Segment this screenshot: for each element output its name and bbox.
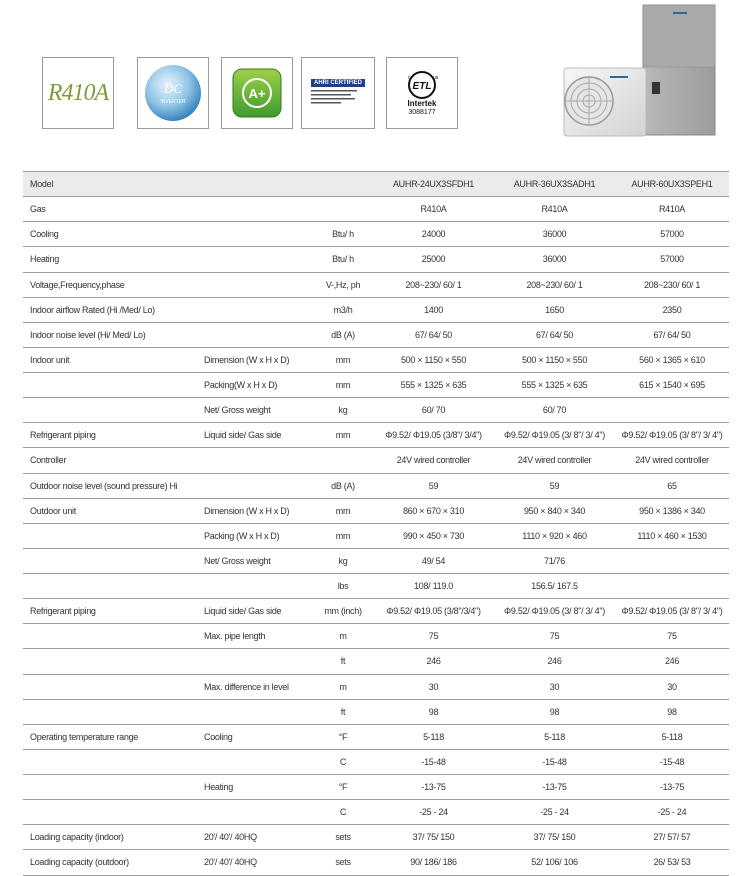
model-3-value: 26/ 53/ 53: [653, 857, 691, 868]
table-row: [23, 347, 729, 372]
model-3-value: 208~230/ 60/ 1: [643, 279, 701, 290]
table-row: [23, 850, 729, 875]
parameter-cell: [23, 800, 197, 825]
model-2-value: 555 × 1325 × 635: [521, 380, 588, 391]
subparameter-cell: [197, 574, 313, 599]
subparameter-cell: Heating: [204, 782, 233, 793]
model-2-value: 246: [547, 656, 562, 667]
parameter-cell: Indoor unit: [30, 354, 70, 365]
model-2-value: 500 × 1150 × 550: [521, 354, 588, 365]
intertek-label: Intertek: [407, 98, 437, 108]
model-1-value: 24000: [421, 229, 446, 240]
subparameter-cell: Packing(W x H x D): [204, 380, 278, 391]
subparameter-cell: [197, 473, 313, 498]
ahri-label: AHRI CERTIFIED: [311, 79, 365, 87]
header-label: Model: [30, 179, 54, 190]
table-row: [23, 674, 729, 699]
parameter-cell: Operating temperature range: [30, 731, 138, 742]
table-row: [23, 624, 729, 649]
subparameter-cell: Net/ Gross weight: [204, 555, 271, 566]
model-1-value: Φ9.52/ Φ19.05 (3/8"/ 3/4"): [385, 430, 482, 441]
model-1-value: Φ9.52/ Φ19.05 (3/8"/3/4"): [386, 606, 481, 617]
model-3-value: R410A: [658, 204, 686, 215]
subparameter-cell: [197, 247, 313, 272]
model-1-value: 98: [428, 706, 439, 717]
model-3-value: Φ9.52/ Φ19.05 (3/ 8"/ 3/ 4"): [621, 606, 723, 617]
parameter-cell: Indoor airflow Rated (Hi /Med/ Lo): [30, 304, 155, 315]
model-1-value: -13-75: [421, 782, 446, 793]
model-1-value: 246: [426, 656, 441, 667]
model-2-value: -15-48: [542, 756, 567, 767]
spec-table-body: [23, 172, 729, 876]
model-2-value: 37/ 75/ 150: [533, 832, 576, 843]
model-1-value: 500 × 1150 × 550: [400, 354, 467, 365]
parameter-cell: [23, 574, 197, 599]
subparameter-cell: [197, 222, 313, 247]
model-1-value: 30: [428, 681, 439, 692]
unit-cell: C: [339, 756, 347, 767]
model-3-value: -25 - 24: [657, 807, 687, 818]
table-row: [23, 322, 729, 347]
parameter-cell: [23, 699, 197, 724]
unit-cell: kg: [338, 405, 348, 416]
model-1-value: 25000: [421, 254, 446, 265]
unit-cell: sets: [335, 832, 351, 843]
model-3-value: 30: [667, 681, 677, 692]
table-row: [23, 247, 729, 272]
parameter-cell: Cooling: [30, 229, 59, 240]
table-row: [23, 448, 729, 473]
unit-cell: mm: [335, 354, 351, 365]
table-row: [23, 724, 729, 749]
parameter-cell: [23, 674, 197, 699]
parameter-cell: Controller: [30, 455, 67, 466]
dc-inverter-icon: [142, 62, 204, 124]
model-3-value: 246: [664, 656, 680, 667]
model-2-value: 24V wired controller: [517, 455, 592, 466]
subparameter-cell: Net/ Gross weight: [204, 405, 271, 416]
model-2-value: 156.5/ 167.5: [531, 581, 578, 592]
model-1-value: 5-118: [423, 731, 444, 742]
table-row: [23, 197, 729, 222]
parameter-cell: Loading capacity (outdoor): [30, 857, 129, 868]
model-3-value: -13-75: [659, 782, 685, 793]
model-3-value: -15-48: [659, 756, 685, 767]
model-3-header: AUHR-60UX3SPEH1: [631, 179, 713, 190]
table-row: [23, 775, 729, 800]
unit-cell: mm: [335, 530, 351, 541]
unit-cell: mm (inch): [324, 606, 362, 617]
unit-cell: m: [339, 681, 347, 692]
table-row: [23, 498, 729, 523]
parameter-cell: Outdoor unit: [30, 505, 76, 516]
svg-text:INVERTER: INVERTER: [160, 99, 186, 105]
model-1-value: -15-48: [421, 756, 446, 767]
unit-cell: lbs: [337, 581, 349, 592]
unit-cell: dB (A): [331, 480, 355, 491]
unit-cell: mm: [335, 380, 351, 391]
table-row: [23, 574, 729, 599]
unit-cell: °F: [338, 731, 348, 742]
subparameter-cell: [197, 297, 313, 322]
parameter-cell: Refrigerant piping: [30, 606, 96, 617]
unit-cell: ft: [340, 706, 346, 717]
svg-text:A+: A+: [248, 86, 266, 101]
table-row: [23, 649, 729, 674]
model-2-value: Φ9.52/ Φ19.05 (3/ 8"/ 3/ 4"): [504, 430, 605, 441]
model-1-value: R410A: [420, 204, 447, 215]
table-row: [23, 272, 729, 297]
model-1-value: 24V wired controller: [396, 455, 471, 466]
model-3-value: [615, 548, 729, 573]
ahri-badge: [301, 57, 375, 129]
parameter-cell: Gas: [30, 204, 46, 215]
table-row: [23, 373, 729, 398]
model-2-value: R410A: [541, 204, 568, 215]
etl-badge: [386, 57, 458, 129]
subparameter-cell: [197, 197, 313, 222]
etl-mark-text: ETL: [412, 80, 432, 92]
table-row: [23, 599, 729, 624]
subparameter-cell: [197, 749, 313, 774]
model-1-value: 59: [428, 480, 439, 491]
unit-cell: m3/h: [333, 304, 353, 315]
model-3-value: 5-118: [661, 731, 683, 742]
table-row: [23, 548, 729, 573]
table-header-row: [23, 172, 729, 197]
parameter-cell: Indoor noise level (Hi/ Med/ Lo): [30, 329, 146, 340]
table-row: [23, 749, 729, 774]
model-2-value: 5-118: [544, 731, 565, 742]
model-2-value: 208~230/ 60/ 1: [526, 279, 583, 290]
model-3-value: 1110 × 460 × 1530: [637, 530, 707, 541]
model-1-value: 555 × 1325 × 635: [400, 380, 467, 391]
svg-text:DC: DC: [163, 81, 183, 96]
model-3-value: [615, 574, 729, 599]
model-3-value: 98: [667, 706, 677, 717]
model-1-value: 208~230/ 60/ 1: [405, 279, 462, 290]
model-2-value: 71/76: [543, 555, 566, 566]
svg-text:c: c: [408, 74, 411, 81]
model-2-value: 30: [549, 681, 560, 692]
svg-text:us: us: [433, 74, 439, 81]
unit-cell: dB (A): [331, 329, 355, 340]
r410a-badge: [42, 57, 114, 129]
model-1-value: 60/ 70: [421, 405, 446, 416]
product-image: [555, 0, 725, 140]
model-3-value: 27/ 57/ 57: [653, 832, 691, 843]
model-2-value: 98: [549, 706, 560, 717]
subparameter-cell: Max. pipe length: [204, 631, 266, 642]
model-1-value: 75: [428, 631, 439, 642]
model-1-value: 67/ 64/ 50: [414, 329, 453, 340]
table-row: [23, 473, 729, 498]
parameter-cell: [23, 398, 197, 423]
unit-cell: kg: [338, 555, 348, 566]
model-1-value: 1400: [424, 304, 443, 315]
unit-cell: ft: [340, 656, 346, 667]
model-3-value: 57000: [660, 229, 684, 240]
a-plus-icon: [230, 66, 284, 120]
parameter-cell: [23, 548, 197, 573]
model-2-value: 59: [549, 480, 560, 491]
subparameter-cell: 20'/ 40'/ 40HQ: [204, 857, 257, 868]
model-3-value: 67/ 64/ 50: [653, 329, 691, 340]
ahri-fineprint-icon: [311, 87, 361, 107]
parameter-cell: Outdoor noise level (sound pressure) Hi: [30, 480, 178, 491]
subparameter-cell: [197, 699, 313, 724]
subparameter-cell: Cooling: [204, 731, 233, 742]
model-3-value: Φ9.52/ Φ19.05 (3/ 8"/ 3/ 4"): [621, 430, 723, 441]
etl-mark-icon: [405, 70, 439, 100]
model-2-value: -13-75: [542, 782, 567, 793]
energy-grade-badge: [221, 57, 293, 129]
parameter-cell: [23, 373, 197, 398]
subparameter-cell: [197, 800, 313, 825]
unit-cell: Btu/ h: [332, 229, 354, 240]
subparameter-cell: [197, 448, 313, 473]
unit-cell: Btu/ h: [332, 254, 354, 265]
parameter-cell: [23, 624, 197, 649]
model-1-value: 860 × 670 × 310: [402, 505, 465, 516]
model-3-value: 75: [667, 631, 677, 642]
model-2-value: Φ9.52/ Φ19.05 (3/ 8"/ 3/ 4"): [504, 606, 605, 617]
model-3-value: 615 × 1540 × 695: [639, 380, 705, 391]
model-2-value: 1650: [545, 304, 564, 315]
model-2-value: 1110 × 920 × 460: [522, 530, 587, 541]
parameter-cell: [23, 523, 197, 548]
model-2-value: 75: [549, 631, 560, 642]
unit-cell: [313, 448, 373, 473]
unit-cell: C: [339, 807, 347, 818]
subparameter-cell: [197, 649, 313, 674]
table-row: [23, 297, 729, 322]
model-1-value: 108/ 119.0: [414, 581, 453, 592]
model-3-value: 560 × 1365 × 610: [639, 354, 705, 365]
parameter-cell: [23, 749, 197, 774]
subparameter-cell: 20'/ 40'/ 40HQ: [204, 832, 257, 843]
model-2-value: 60/ 70: [542, 405, 567, 416]
model-2-value: -25 - 24: [540, 807, 569, 818]
table-row: [23, 222, 729, 247]
subparameter-cell: Max. difference in level: [204, 681, 289, 692]
table-row: [23, 523, 729, 548]
spec-table: [23, 171, 729, 876]
model-3-value: 65: [667, 480, 677, 491]
table-row: [23, 398, 729, 423]
model-2-value: 52/ 106/ 106: [531, 857, 578, 868]
dc-inverter-badge: [137, 57, 209, 129]
subparameter-cell: Liquid side/ Gas side: [204, 430, 282, 441]
parameter-cell: [23, 775, 197, 800]
parameter-cell: Heating: [30, 254, 59, 265]
model-2-value: 36000: [542, 254, 567, 265]
certification-badges: [0, 0, 749, 160]
unit-cell: V-,Hz, ph: [325, 279, 361, 290]
unit-cell: °F: [338, 782, 348, 793]
unit-cell: mm: [335, 430, 351, 441]
model-3-value: 2350: [662, 304, 682, 315]
model-2-value: 36000: [542, 229, 567, 240]
subparameter-cell: [197, 272, 313, 297]
unit-cell: m: [339, 631, 347, 642]
model-1-value: -25 - 24: [419, 807, 448, 818]
subparameter-cell: Dimension (W x H x D): [204, 354, 290, 365]
model-1-value: 37/ 75/ 150: [412, 832, 455, 843]
table-row: [23, 825, 729, 850]
model-1-value: 90/ 186/ 186: [410, 857, 457, 868]
unit-cell: sets: [335, 857, 351, 868]
model-3-value: 24V wired controller: [635, 455, 709, 466]
parameter-cell: Loading capacity (indoor): [30, 832, 124, 843]
model-2-header: AUHR-36UX3SADH1: [513, 179, 596, 190]
parameter-cell: Refrigerant piping: [30, 430, 96, 441]
parameter-cell: [23, 649, 197, 674]
model-3-value: 57000: [660, 254, 684, 265]
model-2-value: 67/ 64/ 50: [535, 329, 574, 340]
table-row: [23, 800, 729, 825]
subparameter-cell: Liquid side/ Gas side: [204, 606, 282, 617]
r410a-logo: R410A: [47, 79, 109, 106]
table-row: [23, 699, 729, 724]
model-1-value: 990 × 450 × 730: [402, 530, 465, 541]
model-1-value: 49/ 54: [421, 555, 446, 566]
model-2-value: 950 × 840 × 340: [523, 505, 586, 516]
subparameter-cell: Dimension (W x H x D): [204, 505, 290, 516]
table-row: [23, 423, 729, 448]
intertek-number: 3088177: [408, 108, 436, 116]
model-3-value: [615, 398, 729, 423]
parameter-cell: Voltage,Frequency,phase: [30, 279, 125, 290]
unit-cell: [313, 197, 373, 222]
model-1-header: AUHR-24UX3SFDH1: [392, 179, 475, 190]
subparameter-cell: Packing (W x H x D): [204, 530, 280, 541]
subparameter-cell: [197, 322, 313, 347]
model-3-value: 950 × 1386 × 340: [639, 505, 705, 516]
unit-cell: mm: [335, 505, 351, 516]
